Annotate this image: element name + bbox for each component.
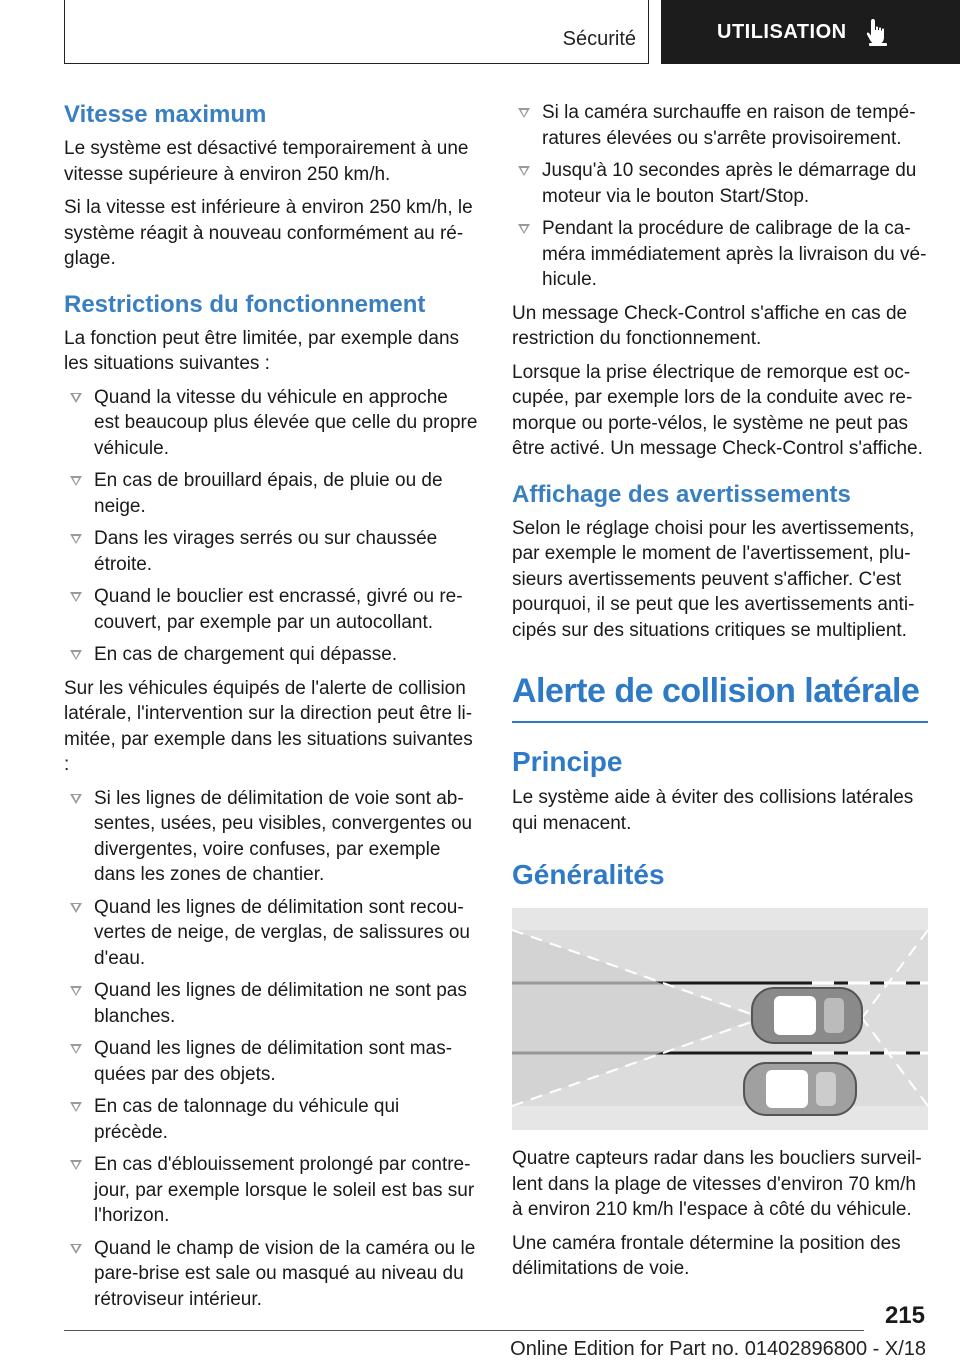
list-item: Jusqu'à 10 secondes après le démarrage du moteur via le bouton Start/Stop. bbox=[512, 158, 928, 209]
header-section-box bbox=[64, 0, 649, 64]
paragraph: Lorsque la prise électrique de remorque est occupée, par exemple lors de la conduite avec remorque ou porte-vélos, le système ne peut pas être activé. Un message Check-Control s'affiche. bbox=[512, 361, 923, 459]
paragraph: Quatre capteurs radar dans les boucliers surveillent dans la plage de vitesses d'environ 70 km/h à environ 210 km/h l'espace à côté du véhicule. bbox=[512, 1148, 922, 1220]
list-item: En cas de chargement qui dépasse. bbox=[64, 642, 478, 668]
heading-affichage: Affichage des avertissements bbox=[512, 480, 851, 508]
list-item: En cas de talonnage du véhicule qui précède. bbox=[64, 1094, 478, 1145]
list-item: Dans les virages serrés ou sur chaussée étroite. bbox=[64, 526, 478, 577]
page-number: 215 bbox=[884, 1302, 925, 1329]
header-chapter-box bbox=[661, 0, 960, 64]
chapter-title: UTILISATION bbox=[717, 20, 847, 43]
paragraph: Selon le réglage choisi pour les avertissements, par exemple le moment de l'avertissement, plusieurs avertissements peuvent s'afficher. C'est pourquoi, il se peut que les avertissements anticipés sur des situations critiques se multiplient. bbox=[512, 517, 915, 641]
triangle-bullet-icon bbox=[70, 1160, 82, 1170]
paragraph: Sur les véhicules équipés de l'alerte de collision latérale, l'intervention sur la direction peut être limitée, par exemple dans les situations suivantes : bbox=[64, 677, 473, 775]
list-item: En cas d'éblouissement prolongé par contrejour, par exemple lorsque le soleil est bas sur l'horizon. bbox=[64, 1152, 478, 1229]
triangle-bullet-icon bbox=[70, 393, 82, 403]
heading-restrictions: Restrictions du fonctionnement bbox=[64, 290, 426, 318]
car-icon bbox=[752, 988, 862, 1043]
triangle-bullet-icon bbox=[70, 986, 82, 996]
triangle-bullet-icon bbox=[518, 166, 530, 176]
bullet-list bbox=[64, 385, 478, 668]
paragraph: La fonction peut être limitée, par exemple dans les situations suivantes : bbox=[64, 327, 460, 374]
list-item: Si les lignes de délimitation de voie sont absentes, usées, peu visibles, convergentes ou divergentes, voire confuses, par exemple dans les zones de chantier. bbox=[64, 786, 478, 888]
triangle-bullet-icon bbox=[70, 1044, 82, 1054]
list-item: Quand les lignes de délimitation ne sont pas blanches. bbox=[64, 978, 478, 1029]
list-item: En cas de brouillard épais, de pluie ou de neige. bbox=[64, 468, 478, 519]
triangle-bullet-icon bbox=[70, 476, 82, 486]
list-item: Quand les lignes de délimitation sont recouvertes de neige, de verglas, de salissures ou d'eau. bbox=[64, 895, 478, 972]
section-title: Sécurité bbox=[562, 28, 636, 50]
list-item: Pendant la procédure de calibrage de la caméra immédiatement après la livraison du véhicule. bbox=[512, 216, 928, 293]
list-item: Si la caméra surchauffe en raison de températures élevées ou s'arrête provisoirement. bbox=[512, 100, 928, 151]
pointing-hand-icon bbox=[865, 17, 891, 47]
paragraph: Si la vitesse est inférieure à environ 250 km/h, le système réagit à nouveau conformément au réglage. bbox=[64, 197, 473, 269]
triangle-bullet-icon bbox=[70, 1102, 82, 1112]
paragraph: Le système aide à éviter des collisions latérales qui menacent. bbox=[512, 787, 914, 834]
footer-divider bbox=[64, 1330, 864, 1331]
chapter-heading-alerte: Alerte de collision latérale bbox=[512, 669, 928, 723]
triangle-bullet-icon bbox=[70, 534, 82, 544]
right-column bbox=[512, 100, 928, 1290]
heading-vitesse-maximum: Vitesse maximum bbox=[64, 101, 267, 128]
list-item: Quand le bouclier est encrassé, givré ou recouvert, par exemple par un autocollant. bbox=[64, 584, 478, 635]
triangle-bullet-icon bbox=[70, 903, 82, 913]
paragraph: Le système est désactivé temporairement à une vitesse supérieure à environ 250 km/h. bbox=[64, 138, 469, 185]
list-item: Quand la vitesse du véhicule en approche est beaucoup plus élevée que celle du propre véhicule. bbox=[64, 385, 478, 462]
bullet-list bbox=[64, 786, 478, 1313]
triangle-bullet-icon bbox=[70, 794, 82, 804]
radar-coverage-diagram bbox=[512, 908, 928, 1130]
car-icon bbox=[744, 1063, 856, 1115]
triangle-bullet-icon bbox=[70, 1244, 82, 1254]
triangle-bullet-icon bbox=[518, 224, 530, 234]
footer-edition: Online Edition for Part no. 01402896800 - X/18 bbox=[510, 1338, 926, 1360]
triangle-bullet-icon bbox=[70, 592, 82, 602]
list-item: Quand les lignes de délimitation sont masquées par des objets. bbox=[64, 1036, 478, 1087]
triangle-bullet-icon bbox=[518, 108, 530, 118]
list-item: Quand le champ de vision de la caméra ou le pare-brise est sale ou masqué au niveau du rétroviseur intérieur. bbox=[64, 1236, 478, 1313]
paragraph: Un message Check-Control s'affiche en cas de restriction du fonctionnement. bbox=[512, 302, 908, 349]
heading-principe: Principe bbox=[512, 746, 623, 777]
left-column bbox=[64, 100, 478, 1320]
paragraph: Une caméra frontale détermine la position des délimitations de voie. bbox=[512, 1232, 901, 1279]
triangle-bullet-icon bbox=[70, 650, 82, 660]
bullet-list bbox=[512, 100, 928, 293]
heading-generalites: Généralités bbox=[512, 859, 665, 890]
